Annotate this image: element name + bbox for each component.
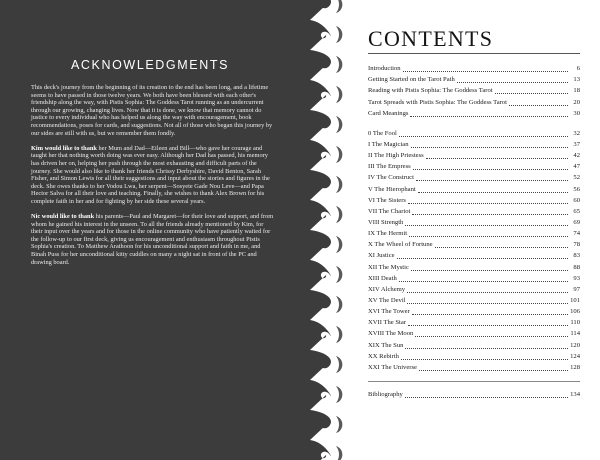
toc-dot-leader	[399, 281, 568, 282]
ack-paragraph-2-lead: Kim would like to thank	[31, 144, 97, 152]
toc-entry-page: 78	[573, 241, 580, 249]
ack-paragraph-1-text: This deck's journey from the beginning of its creation to the end has been long, and a lifetime seems to have passed in those twelve years. We both have been blessed with each other's friendship along the way, with Pistis Sophia: The Goddess Tarot running as an undercurrent through our growing, changing lives. Now that it is done, we know that memory cannot do justice to every individual who has helped us along the way with encouragement, book recommendations, poses for cards, and suggestions. Not all of those who began this journey by our sides are still with us, but we remember them fondly.	[31, 84, 273, 137]
toc-intro-entry[interactable]	[368, 73, 580, 84]
toc-divider	[368, 381, 580, 382]
toc-entry-title: VIII Strength	[368, 218, 404, 226]
toc-entry-page: 110	[570, 319, 580, 327]
toc-card-entry[interactable]	[368, 272, 580, 283]
toc-dot-leader	[415, 336, 568, 337]
contents-page	[348, 0, 600, 460]
toc-entry-page: 97	[573, 285, 580, 293]
toc-dot-leader	[457, 82, 568, 83]
toc-dot-leader	[409, 236, 568, 237]
toc-end-entry[interactable]	[368, 388, 580, 399]
toc-entry-page: 56	[573, 185, 580, 193]
toc-card-entry[interactable]	[368, 350, 580, 361]
toc-card-entry[interactable]	[368, 327, 580, 338]
toc-dot-leader	[408, 325, 568, 326]
toc-entry-title: Tarot Spreads with Pistis Sophia: The Goddess Tarot	[368, 98, 507, 106]
toc-card-group	[368, 127, 580, 372]
toc-dot-leader	[408, 203, 568, 204]
toc-entry-title: XIX The Sun	[368, 341, 404, 349]
toc-entry-page: 114	[570, 330, 580, 338]
toc-entry-title: VII The Chariot	[368, 207, 411, 215]
toc-entry-title: 0 The Fool	[368, 129, 397, 137]
toc-dot-leader	[407, 303, 568, 304]
toc-entry-page: 30	[573, 109, 580, 117]
toc-card-entry[interactable]	[368, 227, 580, 238]
toc-dot-leader	[397, 258, 568, 259]
toc-intro-entry[interactable]	[368, 84, 580, 95]
toc-card-entry[interactable]	[368, 182, 580, 193]
ack-paragraph-2	[31, 145, 276, 206]
toc-entry-page: 83	[573, 252, 580, 260]
toc-entry-title: XV The Devil	[368, 296, 406, 304]
toc-dot-leader	[509, 105, 568, 106]
ack-paragraph-3-text: his parents—Paul and Margaret—for their love and support, and from whom he gained his interest in the unseen. To all the friends already mentioned by Kim, for their input over the years and for those in the online community who have patiently waited for the follow-up to our first deck, giving us encouragement and enthusiasm throughout Pistis Sophia's creation. To Matthew Arathoon for his unconditional support and faith in me, and Binah Puss for her unconditional kitty cuddles on many a night sat in front of the PC and drawing board.	[31, 213, 274, 266]
toc-intro-entry[interactable]	[368, 62, 580, 73]
toc-entry-title: VI The Sisters	[368, 196, 406, 204]
toc-dot-leader	[426, 158, 568, 159]
toc-entry-title: XX Rebirth	[368, 352, 399, 360]
toc-card-entry[interactable]	[368, 249, 580, 260]
toc-entry-title: I The Magician	[368, 140, 409, 148]
toc-dot-leader	[410, 116, 568, 117]
toc-dot-leader	[401, 359, 568, 360]
toc-entry-page: 20	[573, 98, 580, 106]
table-of-contents	[368, 62, 580, 408]
toc-end-group	[368, 388, 580, 399]
toc-entry-title: IX The Hermit	[368, 230, 408, 238]
toc-dot-leader	[405, 225, 568, 226]
toc-entry-page: 101	[570, 296, 580, 304]
toc-entry-page: 65	[573, 207, 580, 215]
toc-entry-title: III The Empress	[368, 163, 411, 171]
toc-entry-page: 120	[570, 341, 580, 349]
toc-entry-title: XXI The Universe	[368, 363, 417, 371]
contents-title: CONTENTS	[368, 26, 494, 51]
toc-entry-page: 128	[570, 363, 580, 371]
toc-entry-title: XIV Alchemy	[368, 285, 406, 293]
toc-card-entry[interactable]	[368, 127, 580, 138]
toc-dot-leader	[403, 71, 568, 72]
toc-card-entry[interactable]	[368, 149, 580, 160]
toc-entry-page: 13	[573, 76, 580, 84]
toc-entry-page: 69	[573, 218, 580, 226]
toc-card-entry[interactable]	[368, 305, 580, 316]
toc-dot-leader	[412, 214, 568, 215]
toc-entry-title: IV The Construct	[368, 174, 414, 182]
toc-entry-page: 18	[573, 87, 580, 95]
toc-dot-leader	[413, 169, 568, 170]
toc-card-entry[interactable]	[368, 260, 580, 271]
toc-dot-leader	[407, 292, 568, 293]
contents-title-rule	[368, 53, 580, 54]
toc-dot-leader	[435, 247, 568, 248]
toc-entry-page: 6	[576, 65, 580, 73]
toc-entry-title: Introduction	[368, 65, 401, 73]
toc-entry-title: V The Hierophant	[368, 185, 416, 193]
toc-dot-leader	[418, 192, 568, 193]
toc-entry-page: 32	[573, 129, 580, 137]
toc-entry-page: 88	[573, 263, 580, 271]
toc-dot-leader	[416, 180, 568, 181]
toc-intro-entry[interactable]	[368, 95, 580, 106]
toc-entry-page: 106	[570, 308, 580, 316]
toc-dot-leader	[411, 147, 568, 148]
toc-dot-leader	[495, 93, 568, 94]
ack-paragraph-3-lead: Nic would like to thank	[31, 213, 95, 221]
toc-dot-leader	[419, 370, 568, 371]
toc-entry-title: X The Wheel of Fortune	[368, 241, 433, 249]
toc-entry-title: Reading with Pistis Sophia: The Goddess Tarot	[368, 87, 493, 95]
toc-entry-title: II The High Priestess	[368, 152, 424, 160]
toc-dot-leader	[412, 314, 568, 315]
ack-paragraph-1	[31, 84, 276, 137]
toc-entry-page: 37	[573, 140, 580, 148]
toc-entry-title: Getting Started on the Tarot Path	[368, 76, 455, 84]
toc-entry-page: 42	[573, 152, 580, 160]
toc-entry-title: XI Justice	[368, 252, 395, 260]
toc-card-entry[interactable]	[368, 138, 580, 149]
toc-entry-title: XVII The Star	[368, 319, 406, 327]
acknowledgments-title: ACKNOWLEDGMENTS	[70, 58, 230, 72]
toc-dot-leader	[411, 270, 568, 271]
toc-dot-leader	[405, 348, 568, 349]
toc-entry-title: Bibliography	[368, 390, 403, 398]
toc-entry-page: 47	[573, 163, 580, 171]
toc-card-entry[interactable]	[368, 283, 580, 294]
toc-card-entry[interactable]	[368, 194, 580, 205]
toc-entry-page: 52	[573, 174, 580, 182]
toc-entry-page: 93	[573, 274, 580, 282]
scroll-ornament-divider	[300, 0, 348, 460]
toc-card-entry[interactable]	[368, 216, 580, 227]
toc-entry-title: XII The Mystic	[368, 263, 409, 271]
scroll-ornament-icon	[300, 0, 348, 460]
toc-entry-title: XVI The Tower	[368, 308, 410, 316]
toc-dot-leader	[405, 397, 568, 398]
toc-entry-title: XIII Death	[368, 274, 397, 282]
toc-card-entry[interactable]	[368, 361, 580, 372]
toc-entry-page: 134	[570, 390, 580, 398]
toc-card-entry[interactable]	[368, 338, 580, 349]
toc-entry-page: 74	[573, 230, 580, 238]
toc-dot-leader	[399, 136, 568, 137]
toc-card-entry[interactable]	[368, 171, 580, 182]
toc-entry-page: 60	[573, 196, 580, 204]
toc-intro-group	[368, 62, 580, 118]
ack-paragraph-2-text: her Mum and Dad—Eileen and Bill—who gave her courage and taught her that nothing worth doing was ever easy. Although her Dad has passed, his memory has driven her on, helping her push through the most exhausting and difficult parts of the journey. She would also like to thank her friends Chrissy Derbyshire, David Benton, Sarah Fisher, and Simon Lewis for all their suggestions and input about the stories and figures in the deck. She owes thanks to her Vodou Lwa, her serpent—Sosyete Gade Nou Leve—and Papa Hector Salva for all their love and teaching. Finally, she wishes to thank Alex Brown for his complete faith in her and for fighting by her side these several years.	[31, 144, 270, 205]
toc-card-entry[interactable]	[368, 294, 580, 305]
acknowledgments-body	[31, 84, 276, 274]
ack-paragraph-3	[31, 213, 276, 266]
toc-card-entry[interactable]	[368, 160, 580, 171]
toc-card-entry[interactable]	[368, 238, 580, 249]
toc-card-entry[interactable]	[368, 205, 580, 216]
toc-entry-title: XVIII The Moon	[368, 330, 414, 338]
toc-intro-entry[interactable]	[368, 107, 580, 118]
toc-card-entry[interactable]	[368, 316, 580, 327]
toc-entry-page: 124	[570, 352, 580, 360]
toc-entry-title: Card Meanings	[368, 109, 409, 117]
